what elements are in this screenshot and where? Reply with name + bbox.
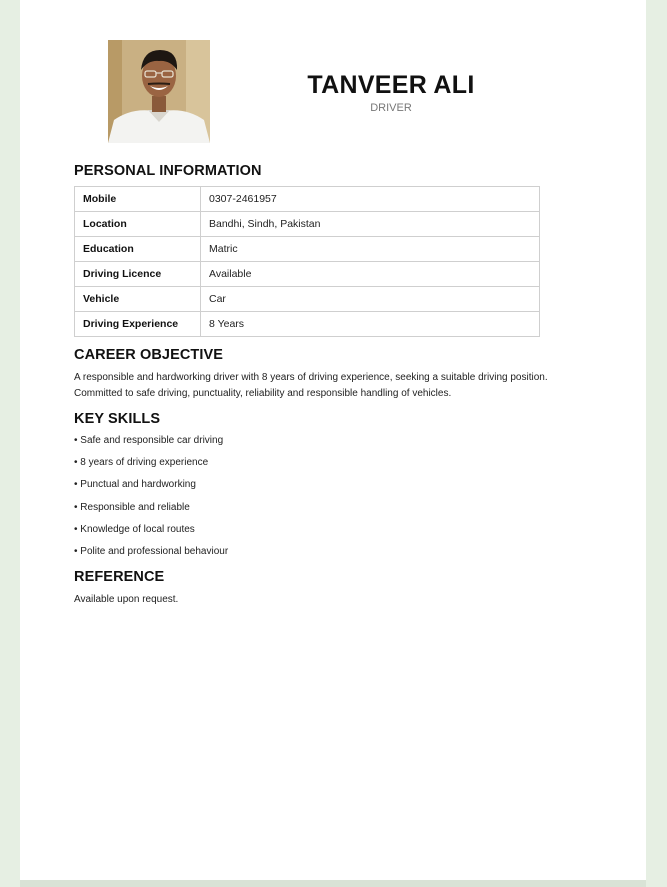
table-row xyxy=(75,187,540,212)
career-objective-heading: CAREER OBJECTIVE xyxy=(74,347,224,363)
page-bottom-edge xyxy=(20,880,646,887)
list-item: • Responsible and reliable xyxy=(74,501,190,513)
info-value: 8 Years xyxy=(201,312,540,337)
table-row xyxy=(75,262,540,287)
table-row xyxy=(75,312,540,337)
personal-info-heading: PERSONAL INFORMATION xyxy=(74,163,262,179)
info-value: Matric xyxy=(201,237,540,262)
objective-line: Committed to safe driving, punctuality, reliability and responsible handling of vehicles. xyxy=(74,388,452,399)
candidate-role: DRIVER xyxy=(370,102,412,114)
info-label: Location xyxy=(75,212,201,237)
career-objective-text xyxy=(74,370,614,402)
info-value: Bandhi, Sindh, Pakistan xyxy=(201,212,540,237)
info-value: 0307-2461957 xyxy=(201,187,540,212)
info-label: Driving Experience xyxy=(75,312,201,337)
personal-info-table xyxy=(74,186,540,337)
resume-page xyxy=(20,0,646,880)
table-row xyxy=(75,287,540,312)
table-row xyxy=(75,212,540,237)
info-label: Driving Licence xyxy=(75,262,201,287)
table-row xyxy=(75,237,540,262)
info-label: Mobile xyxy=(75,187,201,212)
reference-text: Available upon request. xyxy=(74,594,179,605)
info-label: Vehicle xyxy=(75,287,201,312)
objective-line: A responsible and hardworking driver with 8 years of driving experience, seeking a suitable driving position. xyxy=(74,372,548,383)
key-skills-heading: KEY SKILLS xyxy=(74,411,161,427)
list-item: • Safe and responsible car driving xyxy=(74,435,224,446)
list-item: • Knowledge of local routes xyxy=(74,523,195,535)
info-label: Education xyxy=(75,237,201,262)
info-value: Car xyxy=(201,287,540,312)
list-item: • Polite and professional behaviour xyxy=(74,545,229,557)
candidate-name: TANVEER ALI xyxy=(307,71,475,99)
list-item: • 8 years of driving experience xyxy=(74,457,209,469)
list-item: • Punctual and hardworking xyxy=(74,479,196,491)
info-value: Available xyxy=(201,262,540,287)
profile-photo xyxy=(108,40,210,143)
reference-heading: REFERENCE xyxy=(74,569,165,585)
key-skills-list xyxy=(74,434,228,567)
